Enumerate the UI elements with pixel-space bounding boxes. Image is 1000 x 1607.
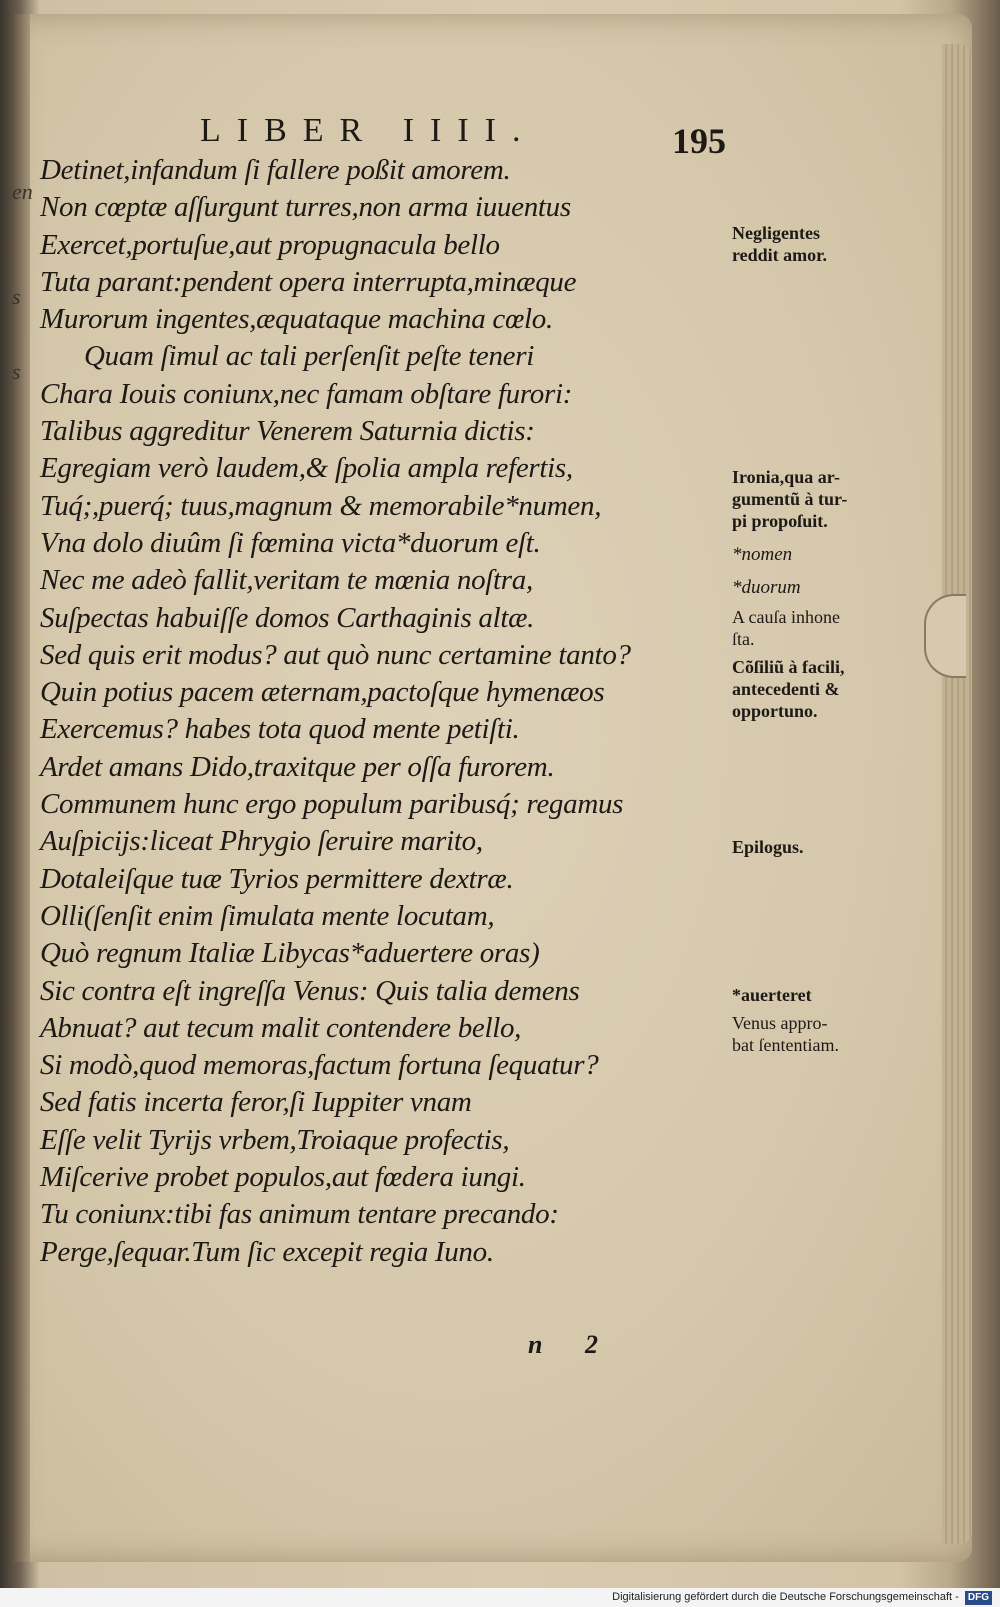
verse-line: Ardet amans Dido,traxitque per oſſa furorem.	[40, 750, 555, 783]
verse-line: Tuta parant:pendent opera interrupta,minæque	[40, 265, 577, 298]
verse-line: Chara Iouis coniunx,nec famam obſtare furori:	[40, 377, 573, 410]
verse-line: Eſſe velit Tyrijs vrbem,Troiaque profectis,	[40, 1123, 510, 1156]
running-head: LIBER IIII.	[200, 112, 537, 149]
margin-note-duorum: *duorum	[732, 577, 801, 598]
verse-line: Si modò,quod memoras,factum fortuna ſequatur?	[40, 1049, 599, 1082]
footer-text: Digitalisierung gefördert durch die Deutsche Forschungsgemeinschaft -	[612, 1591, 959, 1603]
margin-note-ironia: Ironia,qua ar- gumentũ à tur- pi propoſuit.	[732, 467, 848, 531]
verse-line: Quò regnum Italiæ Libycas*aduertere oras)	[40, 937, 540, 970]
verse-line: Non cœptæ aſſurgunt turres,non arma iuuentus	[40, 191, 571, 224]
margin-note-venus: Venus appro- bat ſententiam.	[732, 1013, 839, 1055]
verse-line: Vna dolo diuûm ſi fœmina victa*duorum eſt.	[40, 526, 541, 559]
margin-note-epilogus: Epilogus.	[732, 837, 804, 857]
verse-line: Egregiam verò laudem,& ſpolia ampla refertis,	[40, 452, 573, 485]
margin-note-nomen: *nomen	[732, 544, 793, 565]
verse-line: Suſpectas habuiſſe domos Carthaginis altæ.	[40, 601, 535, 634]
verse-line: Dotaleiſque tuæ Tyrios permittere dextræ.	[40, 862, 514, 895]
verse-line: Exercet,portuſue,aut propugnacula bello	[40, 228, 500, 261]
verse-line: Exercemus? habes tota quod mente petiſti.	[40, 713, 520, 746]
verse-line: Quam ſimul ac tali perſenſit peſte teneri	[84, 340, 535, 373]
verse-line: Auſpicijs:liceat Phrygio ſeruire marito,	[40, 825, 483, 858]
verse-line: Sed fatis incerta feror,ſi Iuppiter vnam	[40, 1086, 472, 1119]
verse-line: Sed quis erit modus? aut quò nunc certamine tanto?	[40, 638, 631, 671]
gutter-mark: s	[12, 284, 21, 309]
verse-line: Tu coniunx:tibi fas animum tentare precando:	[40, 1198, 559, 1231]
gutter-mark: en	[12, 179, 33, 204]
verse-line: Miſcerive probet populos,aut fœdera iungi.	[40, 1161, 526, 1194]
page-edge	[942, 44, 972, 1544]
verse-line: Sic contra eſt ingreſſa Venus: Quis talia demens	[40, 974, 580, 1007]
clasp-tab	[924, 594, 966, 678]
dfg-logo: DFG	[965, 1591, 992, 1605]
verse-block	[40, 152, 710, 1271]
verse-line: Detinet,infandum ſi fallere poßit amorem.	[40, 154, 511, 186]
verse-line: Nec me adeò fallit,veritam te mœnia noſtra,	[40, 564, 533, 597]
margin-note-auerteret: *auerteret	[732, 985, 812, 1005]
verse-line: Talibus aggreditur Venerem Saturnia dictis:	[40, 415, 535, 448]
margin-note-negligentem: Negligentes reddit amor.	[732, 223, 828, 265]
verse-line: Communem hunc ergo populum paribusq́; regamus	[40, 788, 624, 821]
footer-credit	[0, 1588, 1000, 1607]
gutter-mark: s	[12, 359, 21, 384]
verse-line: Abnuat? aut tecum malit contendere bello,	[40, 1011, 522, 1044]
signature-mark: n 2	[528, 1330, 616, 1359]
verse-line: Quin potius pacem æternam,pactoſque hymenæos	[40, 676, 605, 709]
verse-line: Olli(ſenſit enim ſimulata mente locutam,	[40, 899, 495, 932]
verse-line: Perge,ſequar.Tum ſic excepit regia Iuno.	[40, 1235, 494, 1268]
margin-note-causa: A cauſa inhone ſta.	[732, 607, 840, 649]
page-number: 195	[672, 121, 726, 161]
gutter	[12, 14, 30, 1562]
margin-note-consilium: Cõſiliũ à facili, antecedenti & opportuno.	[732, 657, 845, 721]
verse-line: Murorum ingentes,æquataque machina cœlo.	[40, 303, 553, 336]
verse-line: Tuq́;,puerq́; tuus,magnum & memorabile*numen,	[40, 489, 602, 522]
